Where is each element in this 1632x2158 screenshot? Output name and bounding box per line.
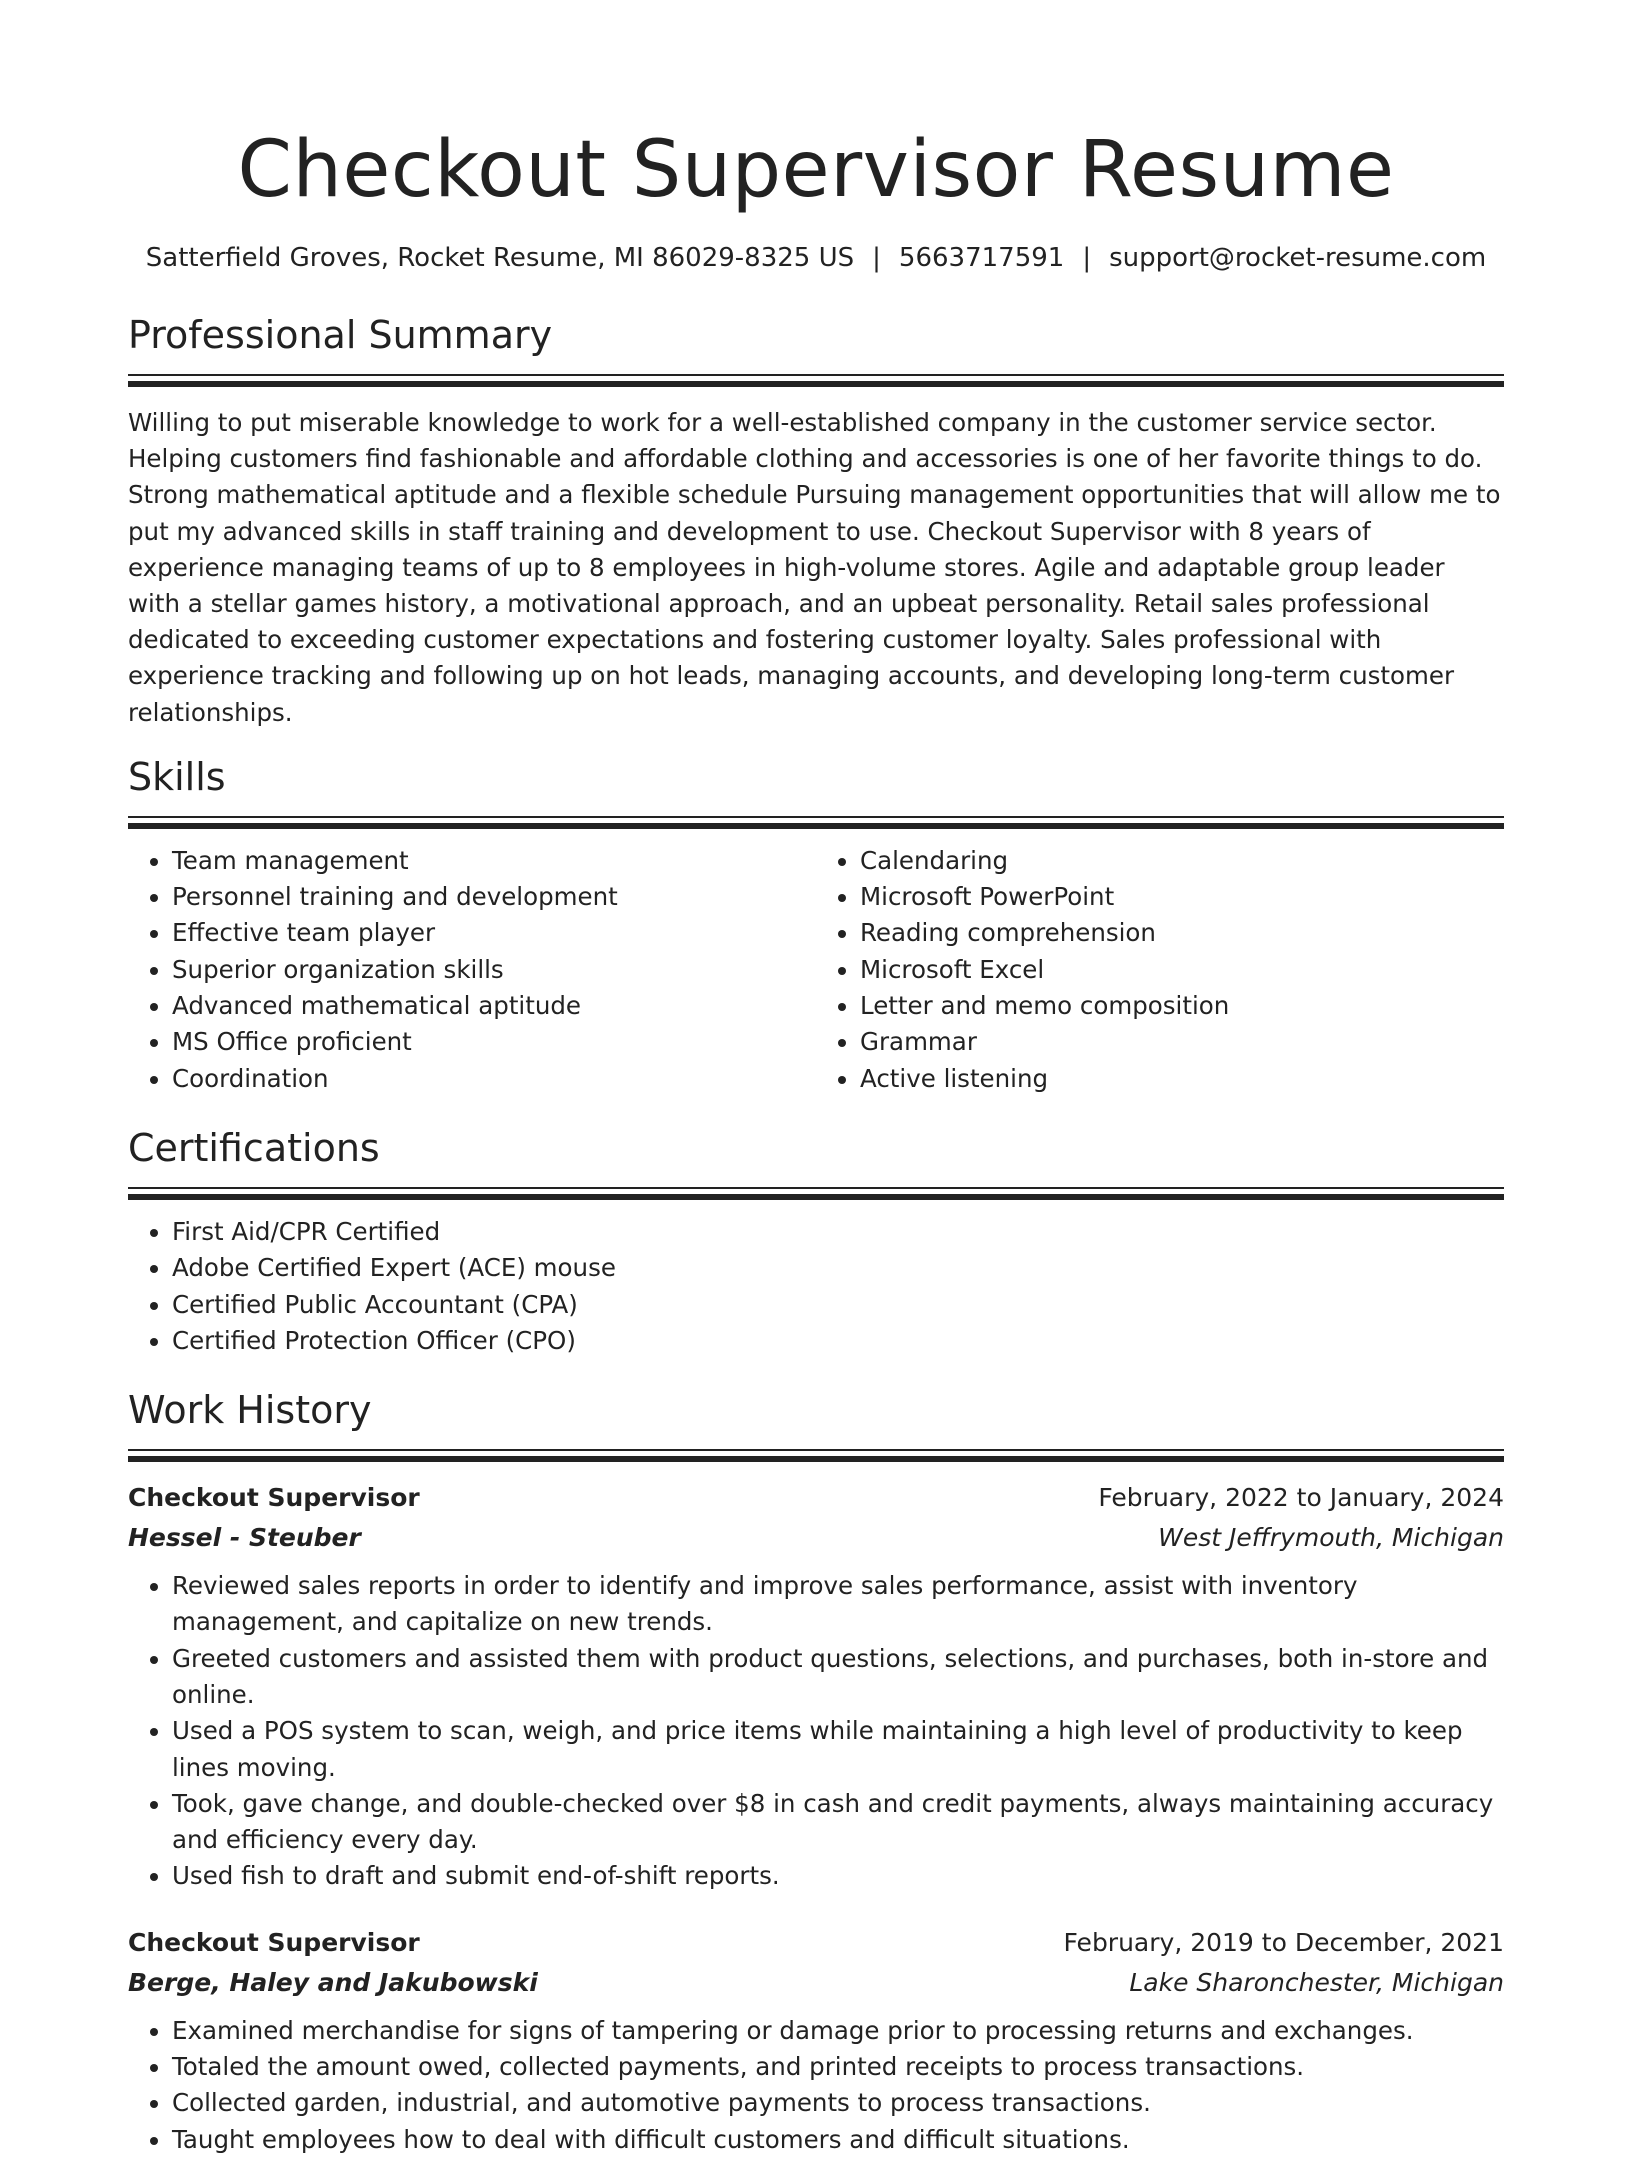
resume-title: Checkout Supervisor Resume <box>237 125 1395 215</box>
skills-list-left <box>128 843 816 1097</box>
job-duties <box>128 2013 1504 2158</box>
skills-section <box>128 752 1504 1097</box>
duty-item: • Reviewed sales reports in order to identify and improve sales performance, assist with inventory management, and capitalize on new trends. <box>172 1568 1504 1641</box>
skills-grid <box>128 843 1504 1097</box>
summary-heading: Professional Summary <box>128 313 553 357</box>
duty-item: • Used a POS system to scan, weigh, and price items while maintaining a high level of productivity to keep lines moving. <box>172 1713 1504 1786</box>
contact-separator: | <box>1082 243 1092 273</box>
skill-item: • Effective team player <box>172 915 816 951</box>
skill-item: • MS Office proficient <box>172 1024 816 1060</box>
job-subheader <box>128 1518 1504 1558</box>
job-title: Checkout Supervisor <box>128 1483 420 1513</box>
duty-item: • Took, gave change, and double-checked over $8 in cash and credit payments, always maintaining accuracy and efficiency every day. <box>172 1786 1504 1859</box>
job-company: Berge, Haley and Jakubowski <box>128 1967 538 1997</box>
work-history-heading: Work History <box>128 1388 372 1433</box>
contact-phone: 5663717591 <box>898 243 1065 273</box>
skill-item: • Reading comprehension <box>860 915 1504 951</box>
skill-item: • Letter and memo composition <box>860 988 1504 1024</box>
certifications-heading: Certifications <box>128 1125 380 1170</box>
skill-item: • Superior organization skills <box>172 952 816 988</box>
summary-text: Willing to put miserable knowledge to work for a well-established company in the customer service sector. Helping customers find fashionable and affordable clothing and accessories is one of her favorite things to do. Strong mathematical aptitude and a flexible schedule Pursuing management opportunities that will allow me to put my advanced skills in staff training and development to use. Checkout Supervisor with 8 years of experience managing teams of up to 8 employees in high-volume stores. Agile and adaptable group leader with a stellar games history, a motivational approach, and an upbeat personality. Retail sales professional dedicated to exceeding customer expectations and fostering customer loyalty. Sales professional with experience tracking and following up on hot leads, managing accounts, and developing long-term customer relationships. <box>128 408 1501 727</box>
job-title: Checkout Supervisor <box>128 1927 420 1957</box>
certifications-list <box>128 1214 1504 1359</box>
job-subheader <box>128 1963 1504 2003</box>
certification-item: • First Aid/CPR Certified <box>172 1214 1504 1250</box>
duty-item: • Greeted customers and assisted them with product questions, selections, and purchases, both in-store and online. <box>172 1641 1504 1714</box>
skills-heading: Skills <box>128 754 226 799</box>
contact-line <box>128 240 1504 276</box>
section-divider <box>128 816 1504 829</box>
skill-item: • Microsoft PowerPoint <box>860 879 1504 915</box>
summary-section <box>128 310 1504 731</box>
skill-item: • Team management <box>172 843 816 879</box>
job-duties <box>128 1568 1504 1895</box>
job-dates: February, 2019 to December, 2021 <box>1063 1927 1504 1957</box>
duty-item: • Totaled the amount owed, collected payments, and printed receipts to process transactions. <box>172 2049 1504 2085</box>
duty-item: • Taught employees how to deal with difficult customers and difficult situations. <box>172 2122 1504 2158</box>
skill-item: • Microsoft Excel <box>860 952 1504 988</box>
section-divider <box>128 374 1504 387</box>
contact-separator: | <box>872 243 881 273</box>
duty-item: • Examined merchandise for signs of tampering or damage prior to processing returns and exchanges. <box>172 2013 1504 2049</box>
certification-item: • Certified Public Accountant (CPA) <box>172 1287 1504 1323</box>
certifications-section <box>128 1123 1504 1359</box>
work-history-section <box>128 1385 1504 2158</box>
duty-item: • Used fish to draft and submit end-of-shift reports. <box>172 1858 1504 1894</box>
section-divider <box>128 1187 1504 1200</box>
job-location: West Jeffrymouth, Michigan <box>1158 1523 1504 1553</box>
skill-item: • Grammar <box>860 1024 1504 1060</box>
certification-item: • Certified Protection Officer (CPO) <box>172 1323 1504 1359</box>
skill-item: • Personnel training and development <box>172 879 816 915</box>
duty-item: • Collected garden, industrial, and automotive payments to process transactions. <box>172 2085 1504 2121</box>
skills-list-right <box>816 843 1504 1097</box>
job-entry <box>128 1923 1504 2158</box>
job-location: Lake Sharonchester, Michigan <box>1129 1967 1504 1997</box>
section-divider <box>128 1449 1504 1462</box>
job-entry <box>128 1478 1504 1895</box>
contact-address: Satterfield Groves, Rocket Resume, MI 86029-8325 US <box>145 243 855 273</box>
skill-item: • Advanced mathematical aptitude <box>172 988 816 1024</box>
job-header <box>128 1478 1504 1518</box>
contact-email[interactable]: support@rocket-resume.com <box>1109 243 1487 273</box>
skill-item: • Calendaring <box>860 843 1504 879</box>
job-dates: February, 2022 to January, 2024 <box>1098 1483 1504 1513</box>
skill-item: • Active listening <box>860 1061 1504 1097</box>
skill-item: • Coordination <box>172 1061 816 1097</box>
certification-item: • Adobe Certified Expert (ACE) mouse <box>172 1250 1504 1286</box>
job-company: Hessel - Steuber <box>128 1523 361 1553</box>
job-header <box>128 1923 1504 1963</box>
